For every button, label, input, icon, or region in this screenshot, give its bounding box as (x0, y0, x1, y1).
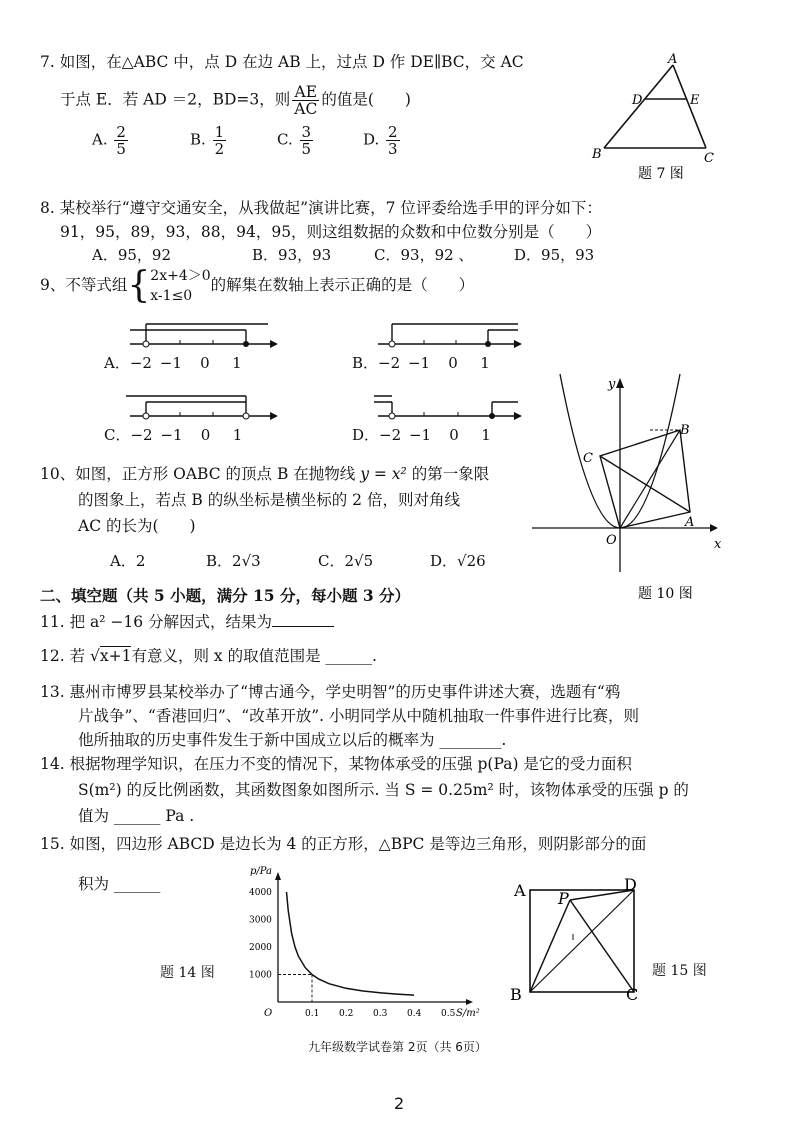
q7-line2 (60, 84, 411, 117)
q7-option-a[interactable] (92, 124, 130, 157)
option-label: A． (104, 354, 130, 372)
fig15-caption: 题 15 图 (652, 963, 707, 979)
option-label: A. (92, 130, 108, 149)
q10-line1-pre: 10、如图，正方形 (40, 465, 169, 483)
q12-radicand: x+1 (99, 647, 132, 665)
q7-frac-num: AE (292, 84, 319, 101)
q12-pre: 12. 若 (40, 647, 86, 665)
section2-title: 二、填空题（共 5 小题，满分 15 分，每小题 3 分） (40, 586, 411, 605)
tick: −1 (408, 426, 432, 444)
q13-line2: 片战争”、“香港回归”、“改革开放”. 小明同学从中随机抽取一件事件进行比赛，则 (78, 707, 639, 725)
q9-brace: { (127, 265, 151, 306)
q9-stem (40, 266, 474, 306)
frac-num: 2 (116, 123, 126, 141)
fig7-label-e: E (690, 93, 700, 108)
y-tick-label: 3000 (249, 915, 272, 926)
fig14-caption: 题 14 图 (160, 965, 215, 981)
option-label: D. (363, 130, 380, 149)
tick: −2 (130, 426, 153, 444)
tick: 1 (481, 426, 491, 444)
frac-den: 3 (388, 140, 398, 158)
q11-answer-blank[interactable] (272, 614, 334, 627)
tick: 0 (448, 354, 458, 372)
fig10-label-b: B (680, 423, 690, 438)
fig15-label-p: P (558, 889, 569, 908)
option-label: D． (352, 426, 380, 444)
q8-option-a[interactable]: A．95，92 (92, 246, 172, 264)
q7-frac-den: AC (294, 100, 318, 118)
y-tick-label: 1000 (249, 970, 272, 981)
tick: 0 (200, 354, 210, 372)
q14-chart (236, 866, 480, 1030)
tick: −1 (407, 354, 431, 372)
frac-den: 5 (301, 140, 312, 158)
origin-label: O (264, 1008, 273, 1019)
fig10-caption: 题 10 图 (638, 586, 693, 602)
q14-line2: S(m²) 的反比例函数，其函数图象如图所示. 当 S = 0.25m² 时，该物体承受的压强 p 的 (78, 781, 689, 799)
q11-text: 11. 把 a² −16 分解因式，结果为 (40, 613, 273, 631)
q10-line3: AC 的长为( ) (78, 517, 196, 535)
x-tick-label: 0.5 (441, 1009, 456, 1019)
fig15-label-d: D (624, 875, 637, 894)
frac-num: 1 (214, 123, 225, 141)
q10-option-a[interactable]: A．2 (110, 552, 146, 570)
q7-line1: 7. 如图，在△ABC 中，点 D 在边 AB 上，过点 D 作 DE∥BC，交 AC (40, 53, 524, 71)
q11 (40, 610, 334, 632)
x-axis-label: S/m² (456, 1008, 480, 1019)
tick: 0 (200, 426, 211, 444)
page-footer: 九年级数学试卷第 2页（共 6页） (308, 1040, 487, 1054)
q15-figure (500, 874, 710, 1014)
x-axis-arrow (466, 999, 473, 1005)
q8-line1: 8. 某校举行“遵守交通安全，从我做起”演讲比赛，7 位评委给选手甲的评分如下： (40, 199, 602, 217)
option-label: C． (104, 426, 131, 444)
fig15-label-a: A (514, 881, 526, 900)
y-tick-label: 2000 (249, 943, 272, 953)
q13-line3: 他所抽取的历史事件发生于新中国成立以后的概率为 ________. (78, 731, 507, 749)
q10-option-b[interactable]: B．2√3 (206, 552, 261, 570)
q10-line1 (40, 462, 489, 484)
tick: −2 (379, 426, 402, 444)
q9-option-d-label (352, 424, 501, 445)
fig7-label-d: D (632, 93, 643, 108)
q9-stem-post: 的解集在数轴上表示正确的是（ ） (210, 276, 475, 294)
q13-line1: 13. 惠州市博罗县某校举办了“博古通今，学史明智”的历史事件讲述大赛，选题有“鸦 (40, 683, 621, 701)
option-label: B. (190, 130, 206, 149)
q7-figure (588, 50, 728, 190)
q8-option-d[interactable]: D．95，93 (514, 246, 595, 264)
q14-line3: 值为 ______ Pa . (78, 807, 195, 825)
fig7-label-b: B (592, 147, 602, 162)
tick: −1 (159, 354, 182, 372)
tick: 0 (449, 426, 459, 444)
fig10-label-a: A (685, 515, 695, 530)
tick: 1 (480, 354, 490, 372)
q7-line2-post: 的值是( ) (321, 90, 411, 109)
q7-fraction (292, 84, 319, 117)
q10-line2: 的图象上，若点 B 的纵坐标是横坐标的 2 倍，则对角线 (78, 491, 460, 509)
q9-option-c-label (104, 424, 252, 445)
q7-option-d[interactable] (363, 124, 402, 157)
fig7-label-c: C (704, 151, 714, 166)
y-axis-arrow (275, 872, 281, 880)
q9-ineq1: 2x+4＞0 (150, 268, 211, 284)
tick: −2 (378, 354, 401, 372)
q7-option-c[interactable] (277, 124, 315, 157)
fig7-caption: 题 7 图 (638, 166, 684, 182)
fig10-label-o: O (606, 533, 617, 548)
tick: −1 (160, 426, 183, 444)
q12: 12. 若 √x+1有意义，则 x 的取值范围是 ______. (40, 647, 377, 665)
q10-option-c[interactable]: C．2√5 (318, 552, 374, 570)
fig15-label-c: C (626, 985, 639, 1004)
q10-line1-post: 的第一象限 (406, 465, 490, 483)
fig15-label-b: B (510, 985, 522, 1004)
q12-post: 有意义，则 x 的取值范围是 ______. (131, 647, 377, 665)
q10-option-d[interactable]: D．√26 (430, 552, 486, 570)
series-curve (287, 892, 415, 995)
frac-den: 2 (214, 140, 225, 158)
frac-den: 5 (116, 140, 126, 158)
x-tick-label: 0.1 (305, 1009, 320, 1019)
q7-line2-pre: 于点 E．若 AD ＝2，BD=3，则 (60, 90, 291, 109)
q8-line2: 91，95，89，93，88，94，95，则这组数据的众数和中位数分别是（ ） (60, 223, 602, 241)
q9-option-b-label (352, 352, 500, 373)
q9-option-a-label (104, 352, 252, 373)
q8-option-c[interactable]: C．93，92 、 (374, 246, 474, 264)
y-axis-label: p/Pa (250, 866, 273, 877)
q10-parabola: y = x² (360, 465, 407, 483)
q9-system (150, 266, 210, 306)
tick: 1 (232, 426, 243, 444)
option-label: C. (277, 130, 293, 149)
q9-ineq2: x-1≤0 (150, 288, 193, 304)
q9-stem-pre: 9、不等式组 (40, 276, 128, 294)
x-tick-label: 0.2 (339, 1009, 354, 1019)
q8-option-b[interactable]: B．93，93 (252, 246, 332, 264)
page-number: 2 (394, 1094, 405, 1113)
q15-line1: 15. 如图，四边形 ABCD 是边长为 4 的正方形，△BPC 是等边三角形，则阴影部分的面 (40, 835, 647, 853)
fig7-label-a: A (668, 52, 678, 67)
q10-line1-mid: OABC 的顶点 B 在抛物线 (168, 465, 361, 483)
fig10-label-y: y (608, 377, 616, 392)
frac-num: 2 (388, 123, 398, 141)
fig10-label-c: C (583, 451, 593, 466)
q15-line2: 积为 ______ (78, 875, 161, 893)
tick: 1 (232, 354, 242, 372)
q10-figure (530, 372, 730, 604)
q14-line1: 14. 根据物理学知识，在压力不变的情况下，某物体承受的压强 p(Pa) 是它的受力面积 (40, 755, 632, 773)
q7-option-b[interactable] (190, 124, 228, 157)
option-label: B． (352, 354, 379, 372)
x-tick-label: 0.3 (373, 1009, 388, 1019)
tick: −2 (129, 354, 152, 372)
y-tick-label: 4000 (249, 888, 272, 898)
fig10-label-x: x (714, 537, 722, 552)
frac-num: 3 (301, 123, 312, 141)
x-tick-label: 0.4 (407, 1009, 422, 1019)
